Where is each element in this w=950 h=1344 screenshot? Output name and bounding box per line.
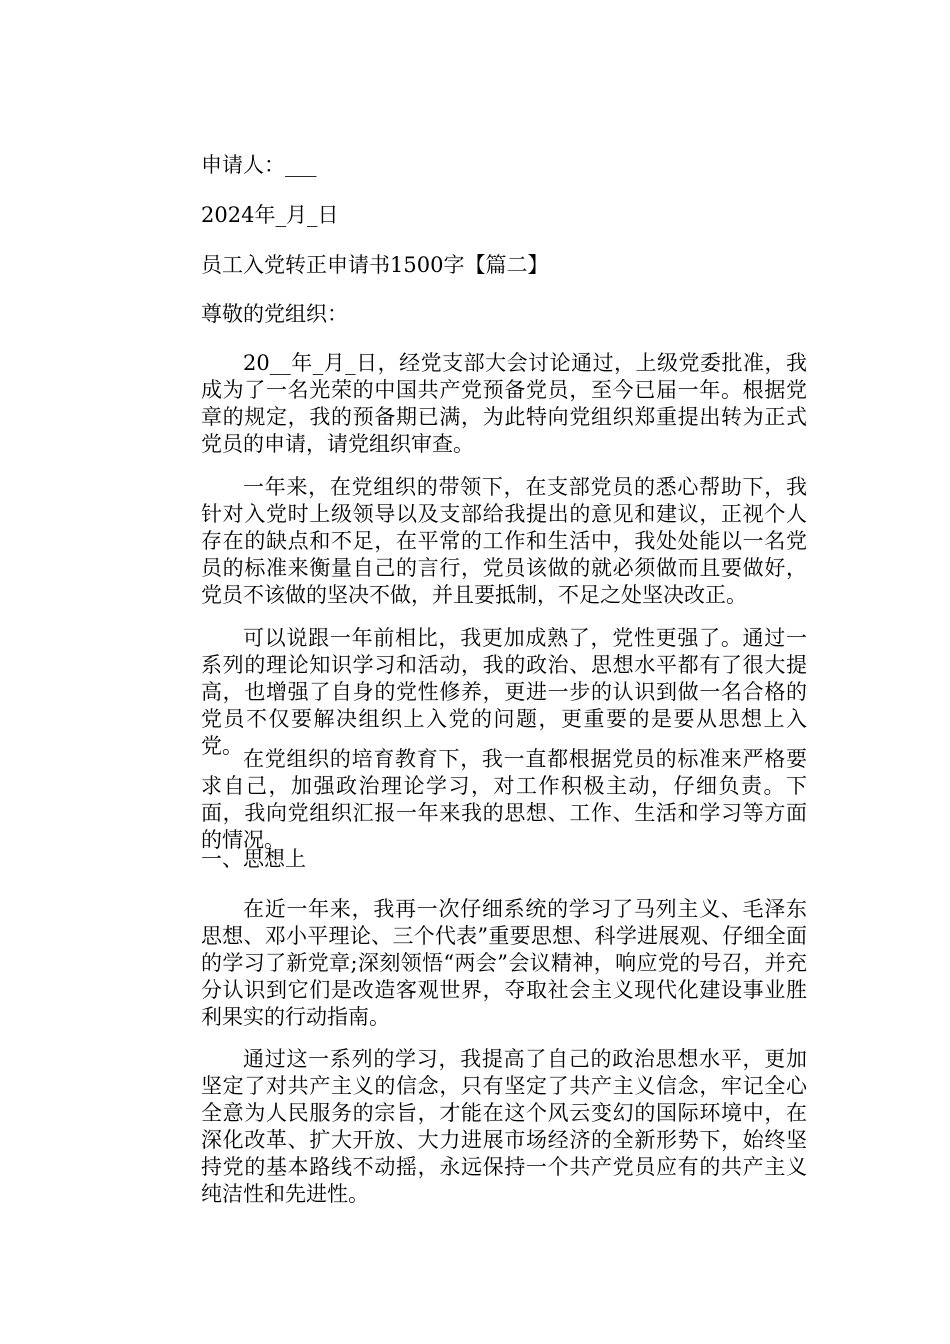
paragraph-5: 在近一年来，我再一次仔细系统的学习了马列主义、毛泽东思想、邓小平理论、三个代表”重要思想、科学进展观、仔细全面的学习了新党章;深刻领悟“两会”会议精神，响应党的号召，并充分认识到它们是改造客观世界，夺取社会主义现代化建设事业胜利果实的行动指南。 [201,897,807,1029]
paragraph-4: 在党组织的培育教育下，我一直都根据党员的标准来严格要求自己，加强政治理论学习，对工作积极主动，仔细负责。下面，我向党组织汇报一年来我的思想、工作、生活和学习等方面的情况。 [201,747,807,852]
salutation: 尊敬的党组织： [201,302,348,326]
paragraph-6: 通过这一系列的学习，我提高了自己的政治思想水平，更加坚定了对共产主义的信念，只有坚定了共产主义信念，牢记全心全意为人民服务的宗旨，才能在这个风云变幻的国际环境中，在深化改革、扩大开放、大力进展市场经济的全新形势下，始终坚持党的基本路线不动摇，永远保持一个共产党员应有的共产主义纯洁性和先进性。 [201,1047,807,1206]
paragraph-1: 20__年_月_日，经党支部大会讨论通过，上级党委批准，我成为了一名光荣的中国共产党预备党员，至今已届一年。根据党章的规定，我的预备期已满，为此特向党组织郑重提出转为正式党员的申请，请党组织审查。 [201,351,807,456]
paragraph-3: 可以说跟一年前相比，我更加成熟了，党性更强了。通过一系列的理论知识学习和活动，我的政治、思想水平都有了很大提高，也增强了自身的党性修养，更进一步的认识到做一名合格的党员不仅要解决组织上入党的问题，更重要的是要从思想上入党。 [201,626,807,758]
subheading-thought: 一、思想上 [201,847,306,871]
date-line: 2024年_月_日 [201,203,339,227]
paragraph-2: 一年来，在党组织的带领下，在支部党员的悉心帮助下，我针对入党时上级领导以及支部给我提出的意见和建议，正视个人存在的缺点和不足，在平常的工作和生活中，我处处能以一名党员的标准来衡量自己的言行，党员该做的就必须做而且要做好，党员不该做的坚决不做，并且要抵制，不足之处坚决改正。 [201,475,807,607]
applicant-line: 申请人：___ [201,153,317,177]
section-title: 员工入党转正申请书1500字【篇二】 [201,253,549,277]
